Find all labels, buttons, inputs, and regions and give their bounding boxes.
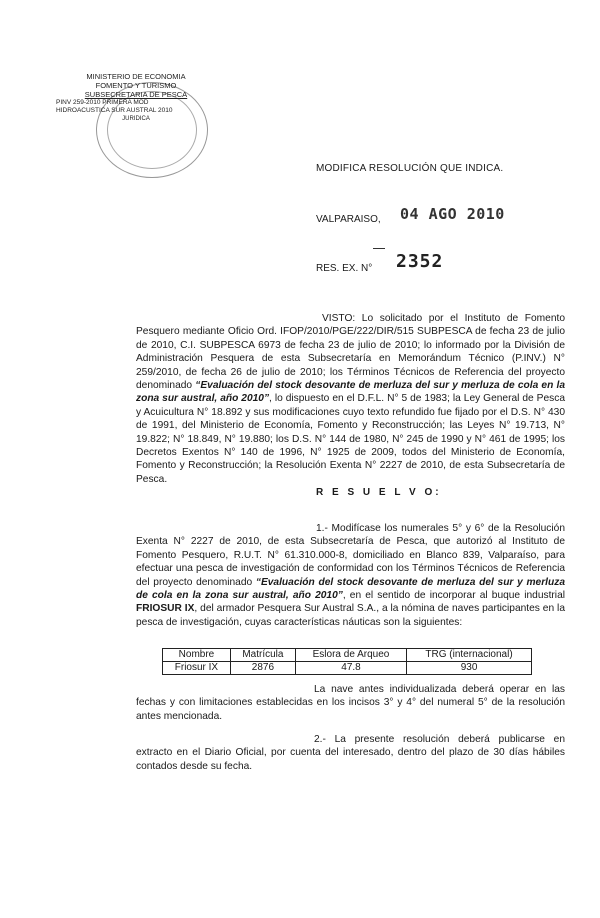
visto-paragraph	[136, 312, 565, 486]
item1-vessel-name: FRIOSUR IX	[136, 603, 195, 615]
stamp-line-juridica: JURIDICA	[122, 116, 150, 122]
cell-eslora: 47.8	[295, 662, 406, 675]
resuelvo-item-1	[136, 522, 565, 629]
visto-text-b: , lo dispuesto en el D.F.L. N° 5 de 1983; la Ley General de Pesca y Acuicultura N° 18.892 y sus modificaciones cuyo texto refundido fue fijado por el D.S. N° 430 de 1991, del Ministerio de Economía, Fomento y Reconstrucción; las Leyes N° 19.713, N° 19.822; N° 18.849, N° 19.880; los D.S. N° 144 de 1980, N° 245 de 1990 y N° 461 de 1995; los Decretos Exentos N° 140 de 1996, N° 1925 de 2009, todos del Ministerio de Economía, Fomento y Reconstrucción; la Resolución Exenta N° 2227 de 2010, de esta Subsecretaría de Pesca.	[136, 393, 565, 485]
col-header-matricula: Matrícula	[230, 649, 295, 662]
place-label: VALPARAISO,	[316, 214, 381, 225]
table-row	[163, 662, 532, 675]
stamp-line-subsecretaria: SUBSECRETARIA DE PESCA	[84, 90, 188, 99]
cell-matricula: 2876	[230, 662, 295, 675]
resolution-number: 2352	[396, 251, 444, 272]
res-mark	[373, 248, 385, 249]
item1-text-b: , en el sentido de incorporar al buque industrial	[342, 590, 565, 602]
col-header-trg: TRG (internacional)	[407, 649, 532, 662]
date-stamp: 04 AGO 2010	[400, 205, 505, 223]
document-title: MODIFICA RESOLUCIÓN QUE INDICA.	[316, 163, 504, 174]
resuelvo-item-2: 2.- La presente resolución deberá publicarse en extracto en el Diario Oficial, por cuenta del interesado, dentro del plazo de 30 días hábiles contados desde su fecha.	[136, 734, 565, 772]
ministry-stamp	[56, 72, 216, 123]
cell-nombre: Friosur IX	[163, 662, 231, 675]
visto-project-title: “Evaluación del stock desovante de merluza del sur y merluza de cola en la zona sur austral, año 2010”	[136, 380, 565, 405]
col-header-nombre: Nombre	[163, 649, 231, 662]
item1-project-title: “Evaluación del stock desovante de merluza del sur y merluza de cola en la zona sur austral, año 2010”	[136, 576, 565, 602]
resolution-label: RES. EX. N°	[316, 263, 373, 274]
visto-text-a: VISTO: Lo solicitado por el Instituto de Fomento Pesquero mediante Oficio Ord. IFOP/2010/PGE/222/DIR/515 SUBPESCA de fecha 23 de julio de 2010, C.I. SUBPESCA 6973 de fecha 23 de julio de 2010; lo informado por la División de Administración Pesquera de esta Subsecretaría en Memorándum Técnico (P.INV.) N° 259/2010, de fecha 26 de julio de 2010; los Términos Técnicos de Referencia del proyecto denominado	[136, 313, 565, 392]
resuelvo-heading: R E S U E L V O:	[316, 487, 442, 498]
stamp-line-fomento: FOMENTO Y TURISMO	[95, 81, 177, 90]
item1-text-c: , del armador Pesquera Sur Austral S.A., a la nómina de naves participantes en la pesca de investigación, cuyas características náuticas son la siguientes:	[136, 603, 565, 628]
cell-trg: 930	[407, 662, 532, 675]
item1-text-a: 1.- Modifícase los numerales 5° y 6° de la Resolución Exenta N° 2227 de 2010, de esta Subsecretaría de Pesca, que autorizó al Instituto de Fomento Pesquero, R.U.T. N° 61.310.000-8, domiciliado en Blanco 839, Valparaíso, para efectuar una pesca de investigación de conformidad con los Términos Técnicos de Referencia del proyecto denominado	[136, 523, 565, 588]
item1-note-paragraph: La nave antes individualizada deberá operar en las fechas y con limitaciones establecidas en los incisos 3° y 4° del numeral 5° de la resolución antes mencionada.	[136, 684, 565, 722]
stamp-line-ministry: MINISTERIO DE ECONOMIA	[86, 72, 186, 81]
table-header-row	[163, 649, 532, 662]
col-header-eslora: Eslora de Arqueo	[295, 649, 406, 662]
stamp-line-hidroacustica: HIDROACUSTICA SUR AUSTRAL 2010	[56, 107, 173, 114]
vessel-table	[162, 648, 532, 675]
stamp-line-pinv: PINV 259-2010 PRIMERA MOD	[56, 99, 149, 106]
